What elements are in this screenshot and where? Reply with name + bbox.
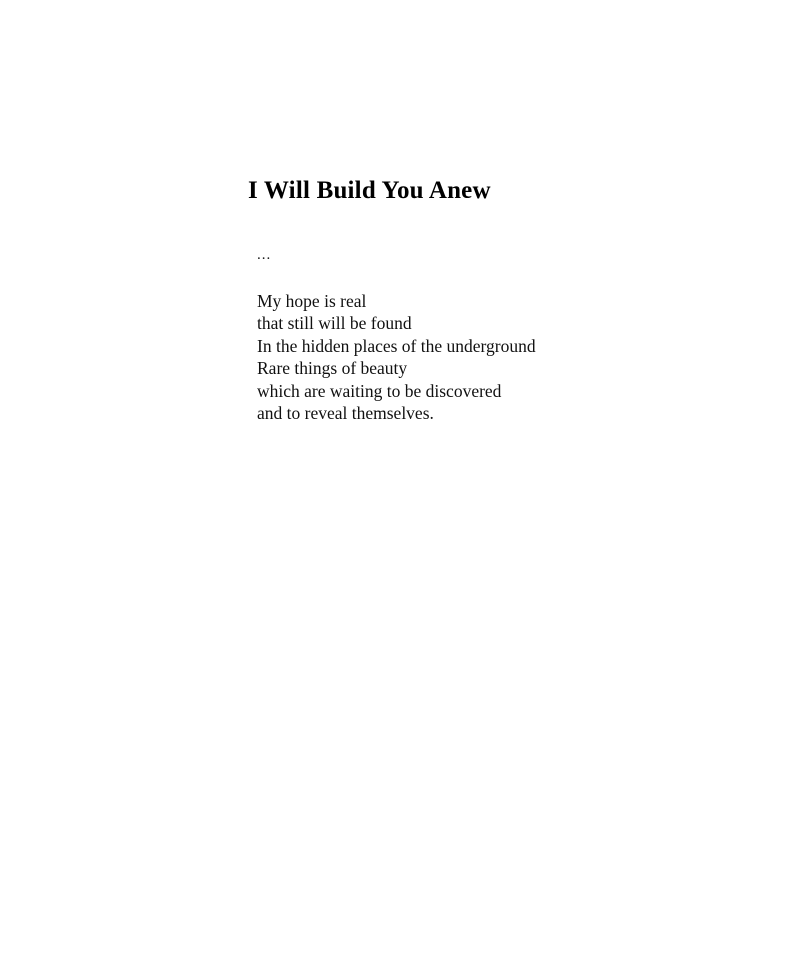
- poem-line: My hope is real: [257, 291, 367, 311]
- poem-stanza: [257, 290, 727, 424]
- poem-line: which are waiting to be discovered: [257, 380, 502, 401]
- page-title: I Will Build You Anew: [248, 176, 491, 204]
- poem-line: and to reveal themselves.: [257, 403, 434, 424]
- poem-line: Rare things of beauty: [257, 358, 408, 379]
- ellipsis-marker: ...: [257, 247, 272, 263]
- poem-line: that still will be found: [257, 313, 412, 334]
- poem-body: [257, 244, 727, 424]
- poem-line: In the hidden places of the underground: [257, 335, 536, 356]
